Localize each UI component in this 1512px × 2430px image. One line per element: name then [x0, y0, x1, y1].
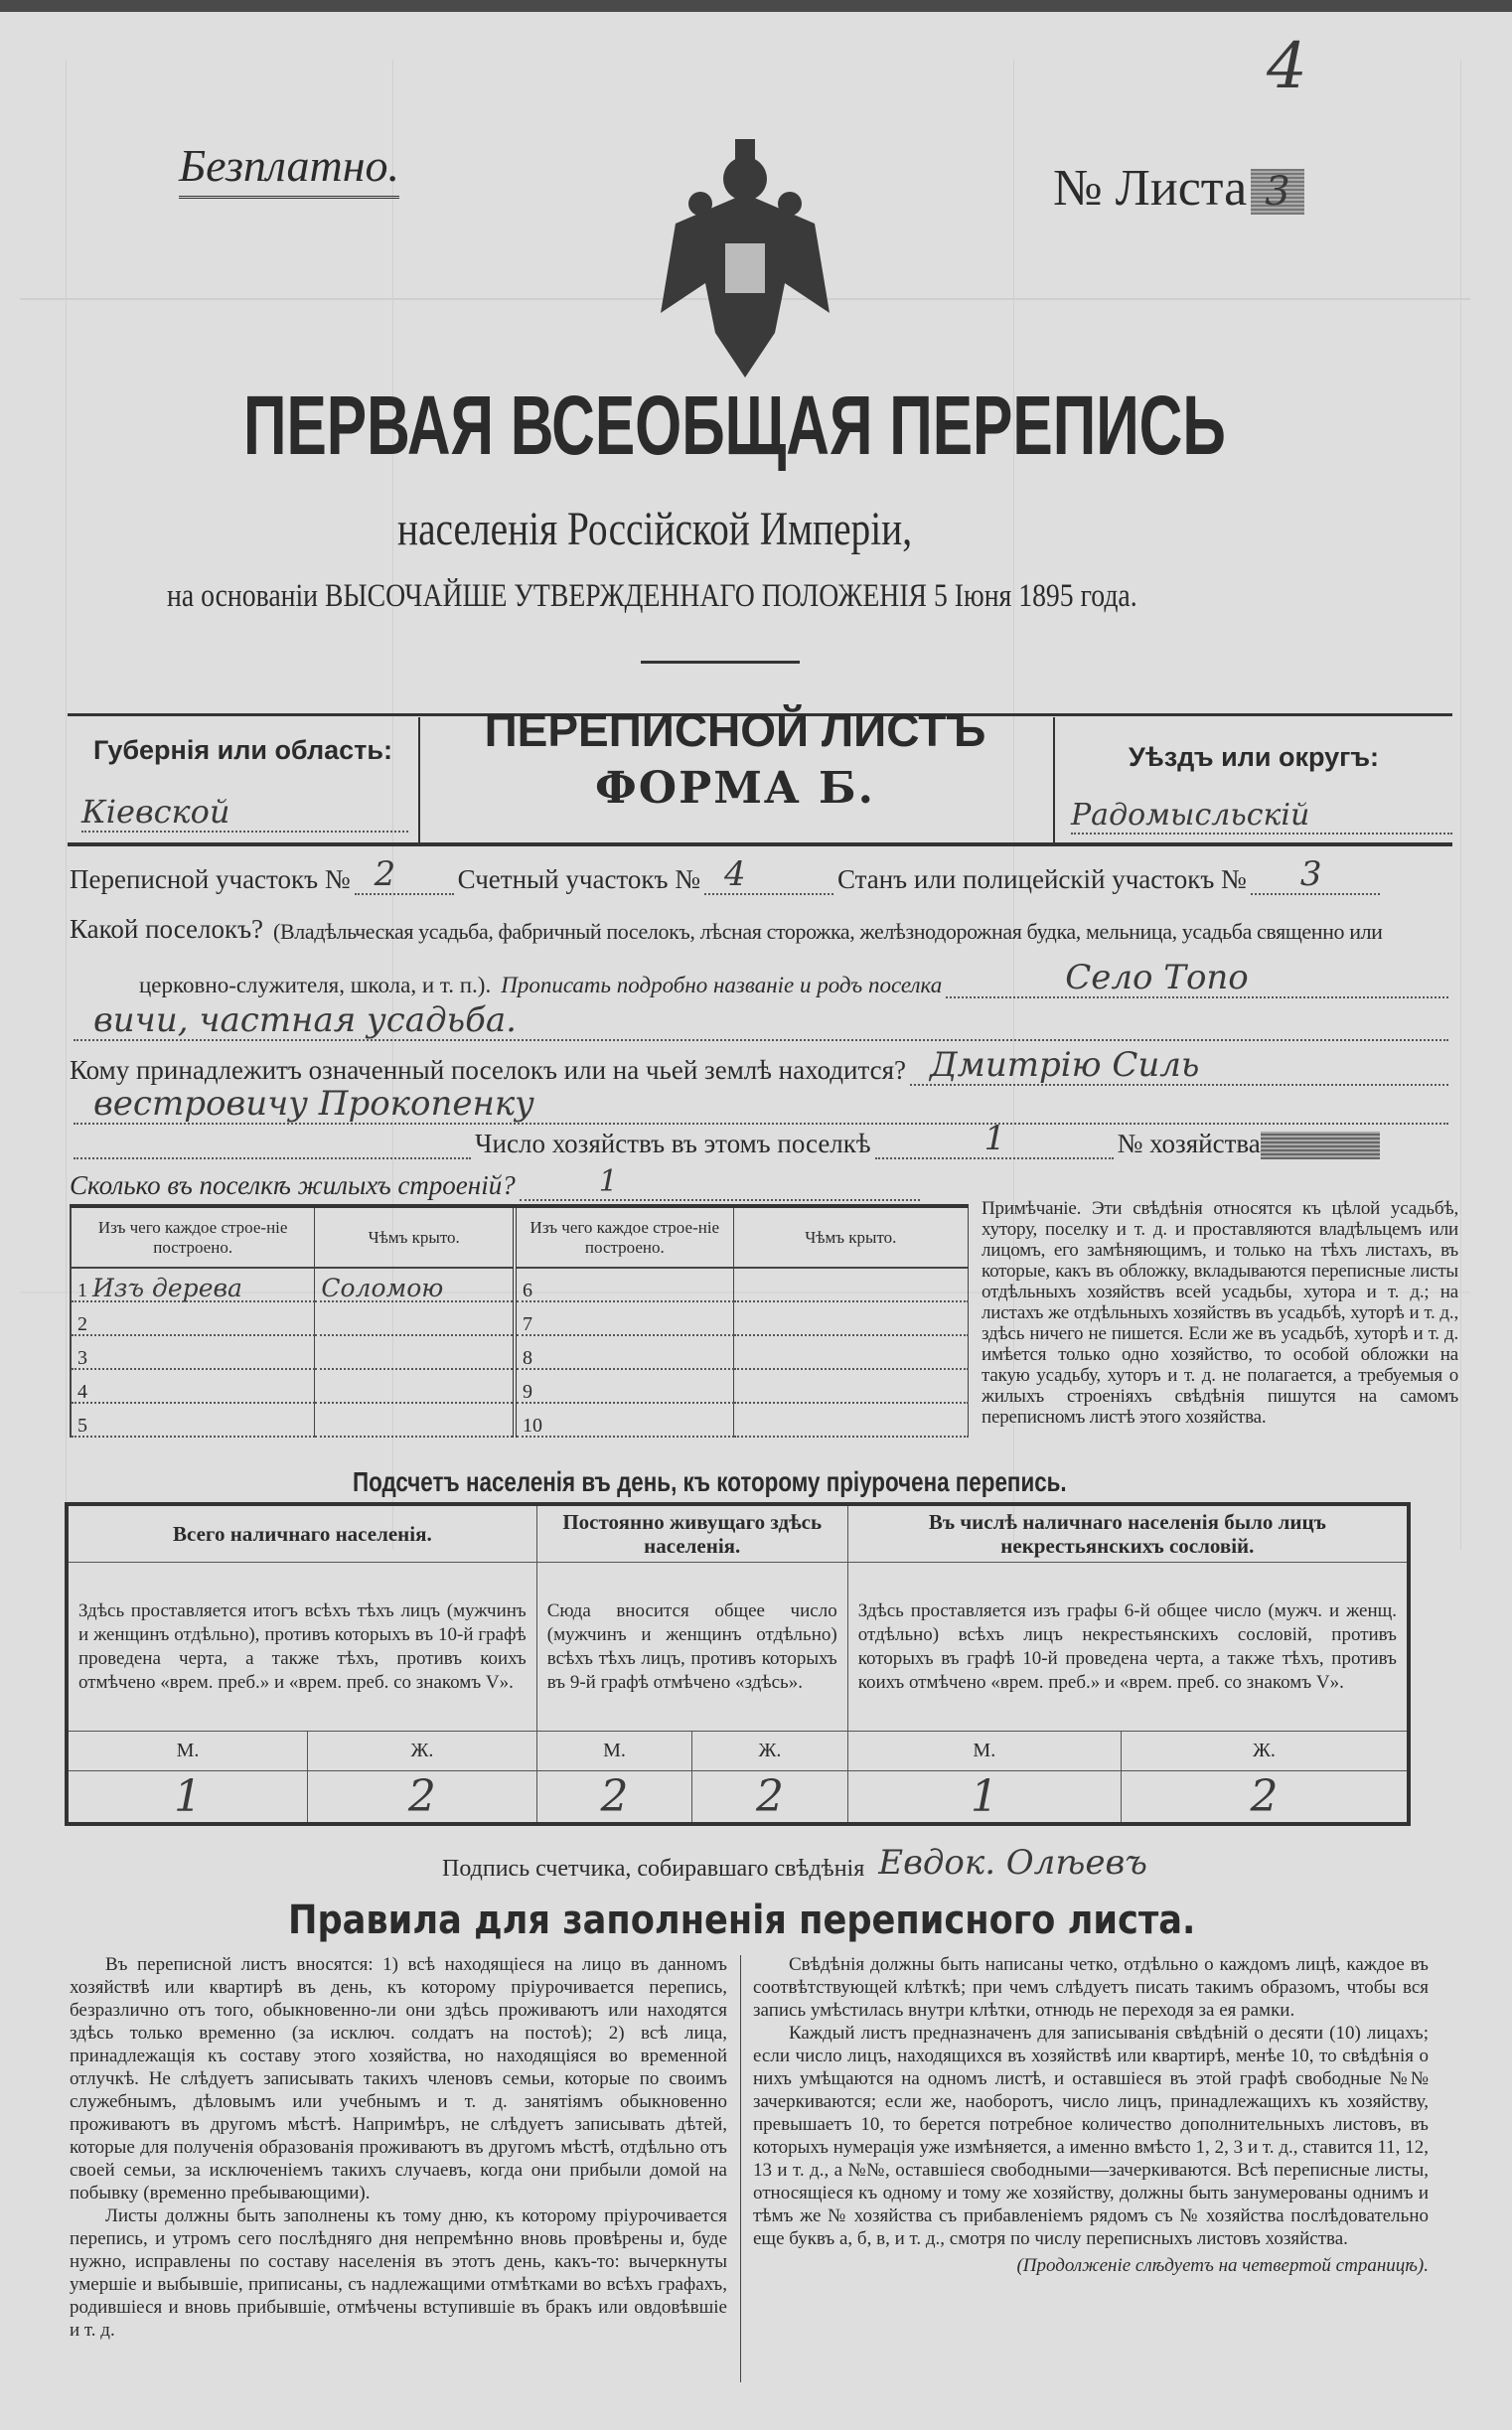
building-number: 5 [77, 1415, 87, 1437]
district-numbers-row [70, 854, 1322, 895]
census-district-field[interactable] [355, 854, 454, 895]
settlement-name-field[interactable] [946, 958, 1448, 998]
district-label: Уѣздъ или округъ: [1128, 742, 1380, 772]
bleed-through-line [1460, 60, 1461, 1550]
buildings-table [70, 1204, 969, 1438]
building-material-cell[interactable] [71, 1403, 315, 1437]
building-material-cell[interactable] [71, 1301, 315, 1335]
buildings-count-row [70, 1164, 924, 1201]
male-count[interactable]: 1 [847, 1771, 1121, 1825]
form-title [437, 703, 1033, 814]
building-material-cell[interactable] [517, 1335, 733, 1369]
buildings-count-label: Сколько въ поселкѣ жилыхъ строеній? [70, 1170, 516, 1200]
buildings-count-value: 1 [598, 1164, 618, 1199]
district-value: Радомысльскій [1071, 798, 1452, 835]
female-label: Ж. [692, 1732, 847, 1771]
building-material-cell[interactable] [71, 1268, 315, 1301]
building-number: 2 [77, 1313, 87, 1335]
female-count[interactable]: 2 [692, 1771, 847, 1825]
continuation-note: (Продолженіе слѣдуетъ на четвертой страницѣ). [1016, 2255, 1429, 2276]
male-label: М. [847, 1732, 1121, 1771]
household-number-label: № хозяйства [1117, 1129, 1261, 1158]
page-title: ПЕРВАЯ ВСЕОБЩАЯ ПЕРЕПИСЬ [243, 379, 1226, 472]
rules-paragraph: Каждый листъ предназначенъ для записыванія свѣдѣній о десяти (10) лицахъ; если число лицъ, находящихся въ хозяйствѣ или квартирѣ, менѣе 10, то свѣдѣнія о нихъ умѣщаются на одномъ листѣ, и оставшіеся въ этой графѣ свободные №№ зачеркиваются; если же, наоборотъ, число лицъ, принадлежащихъ къ хозяйству, превышаетъ 10, то берется потребное количество дополнительныхъ листовъ, въ которыхъ нумерація уже измѣняется, а именно вмѣсто 1, 2, 3 и т. д., ставится 11, 12, 13 и т. д., а №№, оставшіеся свободными—зачеркиваются. Всѣ переписные листы, относящіеся къ одному и тому же хозяйству, должны быть занумерованы однимъ и тѣмъ же № хозяйства съ прибавленіемъ рядомъ съ № хозяйства послѣдовательно еще буквъ а, б, в, и т. д., смотря по числу переписныхъ листовъ хозяйства. [753, 2023, 1429, 2249]
building-number: 9 [523, 1381, 532, 1403]
material-column-header: Изъ чего каждое строе-ніе построено. [517, 1208, 733, 1268]
province-box [68, 717, 420, 844]
signature-row [442, 1843, 1147, 1883]
owner-row [70, 1045, 1452, 1086]
building-material-cell[interactable] [71, 1335, 315, 1369]
building-material-cell[interactable] [71, 1369, 315, 1403]
settlement-name-row-2 [70, 1000, 1452, 1041]
page-corner-number: 4 [1267, 30, 1307, 103]
signature-label: Подпись счетчика, собиравшаго свѣдѣнія [442, 1856, 865, 1882]
rules-paragraph: Въ переписной листъ вносятся: 1) всѣ находящіеся на лицо въ данномъ хозяйствѣ или квартирѣ въ день, къ которому пріурочивается перепись, безразлично отъ того, обыкновенно-ли они здѣсь проживаютъ или находятся здѣсь только временно (за исключ. солдатъ на постоѣ); 2) всѣ лица, принадлежащія къ составу этого хозяйства, но находящіяся во временной отлучкѣ. Не слѣдуетъ записывать такихъ членовъ семьи, которые по своимъ служебнымъ, дѣловымъ или учебнымъ и т. д. занятіямъ обыкновенно проживаютъ въ другомъ мѣстѣ. Напримѣръ, не слѣдуетъ записывать дѣтей, которые для полученія образованія проживаютъ въ другомъ мѣстѣ, отдѣльно отъ своей семьи, за исключеніемъ такихъ случаевъ, когда они прибыли домой на побывку (временно пребывающими). [70, 1954, 727, 2203]
owner-label: Кому принадлежитъ означенный поселокъ или на чьей землѣ находится? [70, 1055, 906, 1085]
building-roof-cell[interactable] [315, 1301, 515, 1335]
settlement-name-value-cont: вичи, частная усадьба. [93, 1000, 517, 1040]
police-district-value: 3 [1299, 854, 1322, 894]
building-number: 8 [523, 1347, 532, 1369]
male-label: М. [67, 1732, 308, 1771]
building-material-cell[interactable] [517, 1268, 733, 1301]
building-row [71, 1335, 515, 1369]
population-column-description: Здѣсь проставляется изъ графы 6-й общее число (мужч. и женщ. отдѣльно) всѣхъ лицъ некрестьянскихъ сословій, противъ которыхъ въ графѣ 10-й проведена черта, а также тѣхъ, противъ коихъ отмѣчено «врем. преб.» и «врем. преб. со знакомъ V». [847, 1563, 1409, 1732]
rules-left-column [70, 1953, 727, 2342]
households-row [70, 1119, 1452, 1159]
settlement-hint: (Владѣльческая усадьба, фабричный поселокъ, лѣсная сторожка, желѣзнодорожная будка, мельница, усадьба священно или [273, 919, 1383, 944]
building-row [517, 1335, 969, 1369]
population-values-row [67, 1771, 1409, 1825]
census-district-value: 2 [374, 854, 396, 894]
settlement-instruction: Прописать подробно названіе и родъ поселка [501, 973, 943, 997]
legal-basis: на основаніи ВЫСОЧАЙШЕ УТВЕРЖДЕННАГО ПОЛОЖЕНІЯ 5 Іюня 1895 года. [167, 578, 1137, 614]
building-number: 7 [523, 1313, 532, 1335]
scan-border [0, 0, 1512, 12]
building-row [71, 1301, 515, 1335]
owner-row-2 [70, 1084, 1452, 1125]
households-leader-line [74, 1130, 471, 1159]
building-material-cell[interactable] [517, 1369, 733, 1403]
buildings-table-left [70, 1208, 517, 1438]
households-count-value: 1 [983, 1119, 1006, 1158]
police-district-label: Станъ или полицейскій участокъ № [836, 864, 1247, 894]
owner-value: Дмитрію Силь [930, 1045, 1200, 1085]
province-label: Губернія или область: [93, 735, 392, 765]
building-number: 10 [523, 1415, 542, 1437]
households-count-field[interactable] [875, 1119, 1114, 1159]
count-district-label: Счетный участокъ № [457, 864, 700, 894]
form-subtitle: ФОРМА Б. [595, 763, 875, 814]
building-row [517, 1369, 969, 1403]
population-column-description: Здѣсь проставляется итогъ всѣхъ тѣхъ лицъ (мужчинъ и женщинъ отдѣльно), противъ которыхъ въ 10-й графѣ проведена черта, а также тѣхъ, противъ коихъ отмѣчено «врем. преб.» и «врем. преб. со знакомъ V». [67, 1563, 536, 1732]
household-number-field-redacted[interactable] [1261, 1132, 1380, 1159]
enumerator-signature: Евдок. Олѣевъ [878, 1843, 1147, 1883]
female-label: Ж. [308, 1732, 537, 1771]
page-subtitle: населенія Россійской Имперіи, [397, 503, 913, 555]
population-column-title: Въ числѣ наличнаго населенія было лицъ некрестьянскихъ сословій. [847, 1504, 1409, 1563]
count-district-field[interactable] [704, 854, 833, 895]
population-column-description: Сюда вносится общее число (мужчинъ и женщинъ отдѣльно) всѣхъ тѣхъ лицъ, противъ которыхъ въ 9-й графѣ отмѣчено «здѣсь». [536, 1563, 847, 1732]
free-of-charge-label: Безплатно. [179, 139, 399, 199]
rules-paragraph: Свѣдѣнія должны быть написаны четко, отдѣльно о каждомъ лицѣ, каждое въ соотвѣтствующей клѣткѣ; при чемъ слѣдуетъ писать такимъ образомъ, чтобы вся запись умѣстилась внутри клѣтки, отнюдь не переходя за ея рамки. [753, 1954, 1429, 2021]
population-table [65, 1502, 1411, 1826]
sheet-number-value: 3 [1251, 169, 1303, 215]
rules-right-column [753, 1953, 1429, 2277]
building-roof-cell[interactable] [733, 1403, 968, 1437]
province-value: Кіевской [81, 793, 408, 833]
settlement-name-value: Село Топо [1065, 958, 1249, 997]
building-roof-cell[interactable] [733, 1301, 968, 1335]
buildings-table-right [517, 1208, 969, 1438]
population-column-title: Постоянно живущаго здѣсь населенія. [536, 1504, 847, 1563]
rules-heading: Правила для заполненія переписного листа. [288, 1898, 1196, 1943]
count-district-value: 4 [723, 854, 746, 894]
divider [641, 661, 800, 664]
settlement-label: Какой поселокъ? [70, 914, 264, 944]
building-row [517, 1268, 969, 1301]
roof-column-header: Чѣмъ крыто. [315, 1208, 515, 1268]
building-row [71, 1403, 515, 1437]
building-number: 6 [523, 1280, 532, 1301]
building-roof-cell[interactable] [315, 1403, 515, 1437]
building-row [71, 1369, 515, 1403]
building-row [71, 1268, 515, 1301]
column-divider [740, 1955, 741, 2382]
building-row [517, 1403, 969, 1437]
building-material-cell[interactable] [517, 1403, 733, 1437]
building-material-value: Изъ дерева [92, 1274, 242, 1302]
district-box [1053, 717, 1452, 844]
male-label: М. [536, 1732, 691, 1771]
settlement-name-row [139, 958, 1452, 998]
bleed-through-line [66, 60, 67, 1550]
roof-column-header: Чѣмъ крыто. [733, 1208, 968, 1268]
settlement-type-row [70, 914, 1500, 945]
building-roof-cell[interactable] [733, 1369, 968, 1403]
building-row [517, 1301, 969, 1335]
building-roof-cell[interactable] [315, 1268, 515, 1301]
building-roof-cell[interactable] [315, 1335, 515, 1369]
building-roof-cell[interactable] [315, 1369, 515, 1403]
material-column-header: Изъ чего каждое строе-ніе построено. [71, 1208, 315, 1268]
population-description-row [67, 1563, 1409, 1732]
female-label: Ж. [1121, 1732, 1409, 1771]
building-number: 4 [77, 1381, 87, 1403]
population-column-title: Всего наличнаго населенія. [67, 1504, 536, 1563]
building-roof-cell[interactable] [733, 1268, 968, 1301]
police-district-field[interactable] [1251, 854, 1380, 895]
sheet-number-label: № Листа [1053, 160, 1248, 217]
male-count[interactable]: 1 [67, 1771, 308, 1825]
owner-field-cont[interactable] [74, 1084, 1448, 1125]
buildings-count-field[interactable] [520, 1164, 920, 1201]
rules-paragraph: Листы должны быть заполнены къ тому дню, къ которому пріурочивается перепись, и утромъ сего послѣдняго дня непремѣнно вновь провѣрены и, буде нужно, исправлены по составу населенія въ этотъ день, какъ-то: вычеркнуты умершіе и выбывшіе, приписаны, съ надлежащими отмѣтками во всѣхъ графахъ, родившіеся и вновь прибывшіе, отмѣчены вступившіе въ бракъ или овдовѣвшіе и т. д. [70, 2205, 727, 2341]
building-number: 3 [77, 1347, 87, 1369]
building-material-cell[interactable] [517, 1301, 733, 1335]
owner-value-cont: вестровичу Прокопенку [93, 1084, 534, 1124]
population-title-row [67, 1504, 1409, 1563]
building-roof-cell[interactable] [733, 1335, 968, 1369]
population-heading: Подсчетъ населенія въ день, къ которому пріурочена перепись. [353, 1466, 1067, 1497]
form-title-text: ПЕРЕПИСНОЙ ЛИСТЪ [484, 704, 986, 756]
double-headed-eagle-emblem [646, 134, 844, 382]
settlement-name-field-cont[interactable] [74, 1000, 1448, 1041]
buildings-note: Примѣчаніе. Эти свѣдѣнія относятся къ цѣлой усадьбѣ, хутору, поселку и т. д. и проставляются владѣльцемъ или лицомъ, его замѣняющимъ, и только на тѣхъ листахъ, въ которые, какъ въ обложку, вкладываются переписные листы отдѣльныхъ хозяйствъ всей усадьбы, хутора и т. д.; на листахъ же отдѣльныхъ хозяйствъ въ усадьбѣ, хуторѣ и т. д., здѣсь ничего не пишется. Если же въ усадьбѣ, хуторѣ и т. д. имѣется только одно хозяйство, то особой обложки на такую усадьбу, хуторъ и т. д. не полагается, а требуемыя о жилыхъ строеніяхъ свѣдѣнія пишутся на самомъ переписномъ листѣ этого хозяйства. [982, 1198, 1458, 1428]
sheet-number [1053, 159, 1304, 218]
settlement-hint-cont: церковно-служителя, школа, и т. п.). [139, 973, 492, 997]
owner-field[interactable] [910, 1045, 1448, 1086]
census-district-label: Переписной участокъ № [70, 864, 351, 894]
building-number: 1 [77, 1280, 87, 1301]
male-count[interactable]: 2 [536, 1771, 691, 1825]
female-count[interactable]: 2 [1121, 1771, 1409, 1825]
female-count[interactable]: 2 [308, 1771, 537, 1825]
households-label: Число хозяйствъ въ этомъ поселкѣ [475, 1129, 871, 1158]
population-sex-row [67, 1732, 1409, 1771]
building-roof-value: Соломою [321, 1274, 444, 1302]
